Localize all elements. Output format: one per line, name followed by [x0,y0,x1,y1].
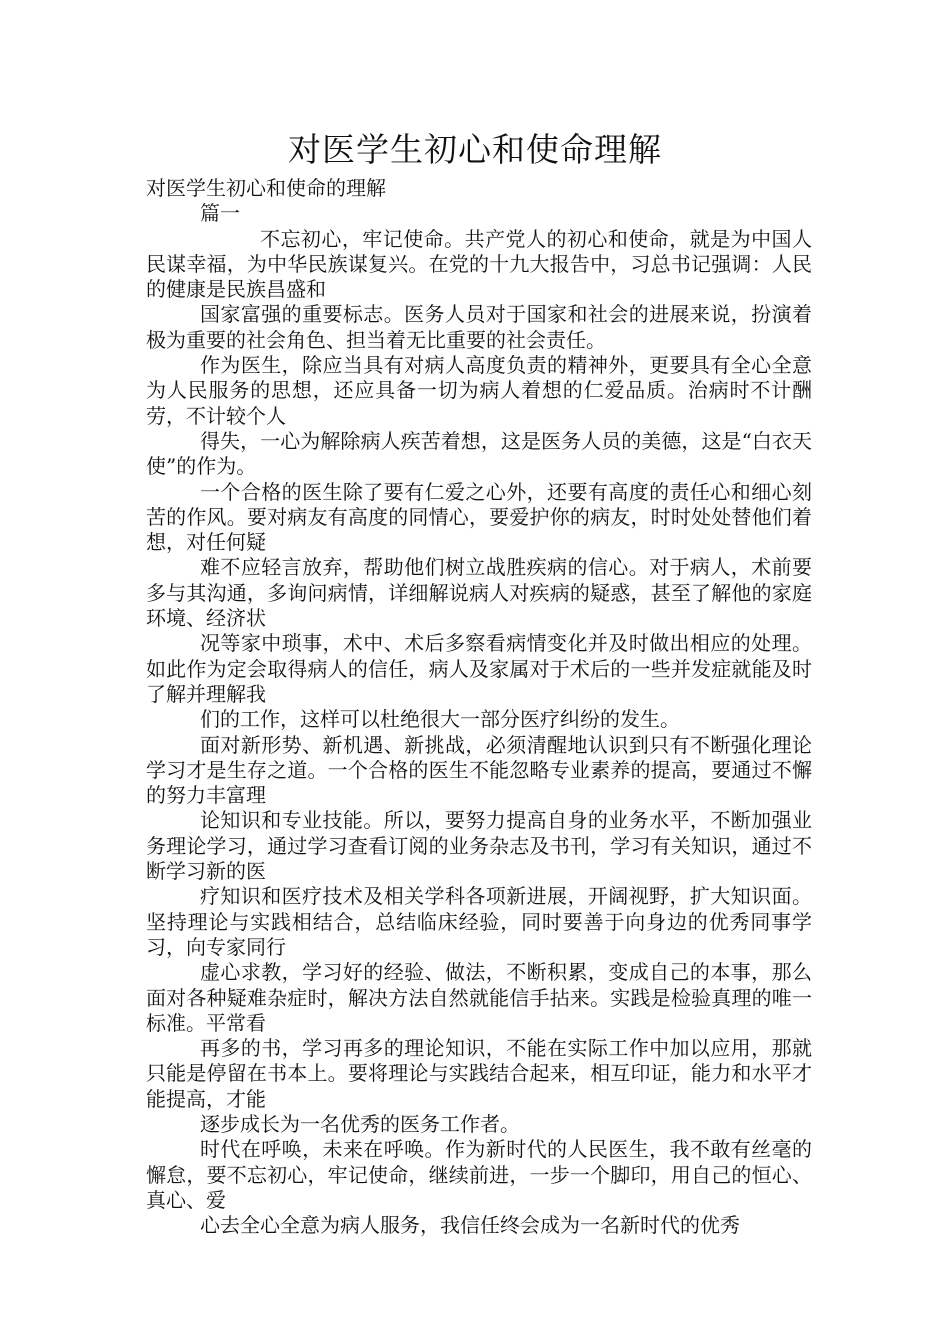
paragraph: 难不应轻言放弃，帮助他们树立战胜疾病的信心。对于病人，术前要多与其沟通，多询问病情，详细解说病人对疾病的疑惑，甚至了解他的家庭环境、经济状 [146,555,812,631]
paragraph: 再多的书，学习再多的理论知识，不能在实际工作中加以应用，那就只能是停留在书本上。要将理论与实践结合起来，相互印证，能力和水平才能提高，才能 [146,1036,812,1111]
paragraph: 面对新形势、新机遇、新挑战，必须清醒地认识到只有不断强化理论学习才是生存之道。一个合格的医生不能忽略专业素养的提高，要通过不懈的努力丰富理 [146,732,812,808]
paragraph: 作为医生，除应当具有对病人高度负责的精神外，更要具有全心全意为人民服务的思想，还应具备一切为病人着想的仁爱品质。治病时不计酬劳，不计较个人 [146,353,812,428]
paragraph: 逐步成长为一名优秀的医务工作者。 [200,1111,520,1136]
paragraph: 况等家中琐事，术中、术后多察看病情变化并及时做出相应的处理。如此作为定会取得病人的信任，病人及家属对于术后的一些并发症就能及时了解并理解我 [146,631,812,706]
paragraph: 一个合格的医生除了要有仁爱之心外，还要有高度的责任心和细心刻苦的作风。要对病友有高度的同情心，要爱护你的病友，时时处处替他们着想，对任何疑 [146,479,812,555]
document-body [146,176,812,1238]
paragraph: 国家富强的重要标志。医务人员对于国家和社会的进展来说，扮演着极为重要的社会角色、担当着无比重要的社会责任。 [146,302,812,352]
document-subtitle: 对医学生初心和使命的理解 [146,176,386,200]
section-heading: 篇一 [200,201,240,226]
paragraph: 得失，一心为解除病人疾苦着想，这是医务人员的美德，这是“白衣天使”的作为。 [146,428,812,479]
paragraph: 时代在呼唤，未来在呼唤。作为新时代的人民医生，我不敢有丝毫的懈怠，要不忘初心，牢记使命，继续前进，一步一个脚印，用自己的恒心、真心、爱 [146,1137,812,1212]
document-title: 对医学生初心和使命理解 [288,130,662,169]
paragraph: 们的工作，这样可以杜绝很大一部分医疗纠纷的发生。 [200,707,680,732]
paragraph: 虚心求教，学习好的经验、做法，不断积累，变成自己的本事，那么面对各种疑难杂症时，解决方法自然就能信手拈来。实践是检验真理的唯一标准。平常看 [146,960,812,1035]
paragraph: 论知识和专业技能。所以，要努力提高自身的业务水平，不断加强业务理论学习，通过学习查看订阅的业务杂志及书刊，学习有关知识，通过不断学习新的医 [146,808,812,884]
paragraph: 不忘初心，牢记使命。共产党人的初心和使命，就是为中国人民谋幸福，为中华民族谋复兴。在党的十九大报告中，习总书记强调：人民的健康是民族昌盛和 [146,226,812,302]
paragraph: 疗知识和医疗技术及相关学科各项新进展，开阔视野，扩大知识面。坚持理论与实践相结合，总结临床经验，同时要善于向身边的优秀同事学习，向专家同行 [146,884,812,959]
paragraph: 心去全心全意为病人服务，我信任终会成为一名新时代的优秀 [200,1213,740,1238]
